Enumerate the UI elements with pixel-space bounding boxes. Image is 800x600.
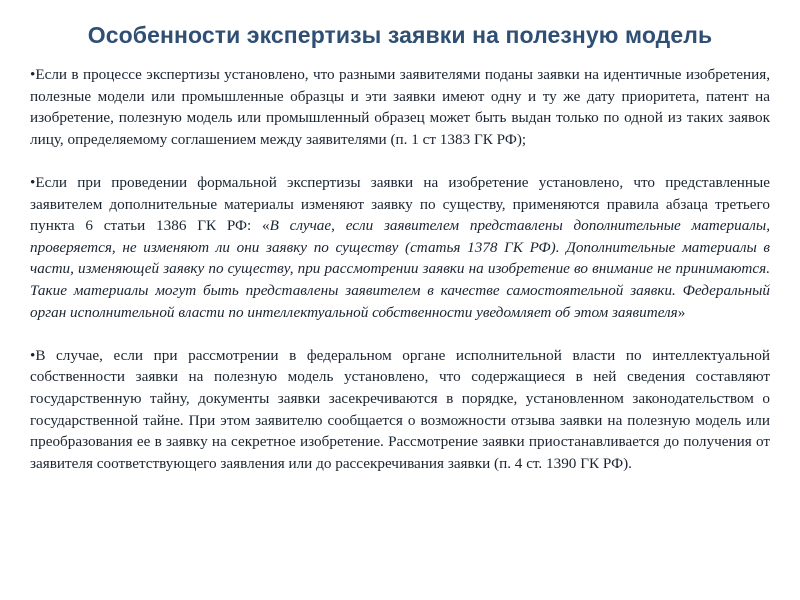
paragraph-identical-applications: •Если в процессе экспертизы установлено, что разными заявителями поданы заявки на идентичные изобретения, полезные модели или промышленные образцы и эти заявки имеют одну и ту же дату приоритета, патент на изобретение, полезную модель или промышленный образец может быть выдан только по одной из таких заявок лицу, определяемому соглашением между заявителями (п. 1 ст 1383 ГК РФ); xyxy=(30,66,770,148)
slide-body xyxy=(30,64,770,496)
paragraph-formal-examination xyxy=(30,172,770,323)
paragraph-formal-examination-quote-close: » xyxy=(677,303,686,321)
paragraph-formal-examination-text: •Если при проведении формальной экспертизы заявки на изобретение установлено, что представленные заявителем дополнительные материалы изменяют заявку по существу, применяются правила абзаца третьего пункта 6 статьи 1386 ГК РФ: « xyxy=(30,173,770,235)
paragraph-formal-examination-quote: В случае, если заявителем представлены дополнительные материалы, проверяется, не изменяют ли они заявку по существу (статья 1378 ГК РФ). Дополнительные материалы в части, изменяющей заявку по существу, при рассмотрении заявки на изобретение во внимание не принимаются. Такие материалы могут быть представлены заявителем в качестве самостоятельной заявки. Федеральный орган исполнительной власти по интеллектуальной собственности уведомляет об этом заявителя xyxy=(30,217,770,321)
paragraph-state-secret: •В случае, если при рассмотрении в федеральном органе исполнительной власти по интеллектуальной собственности заявки на полезную модель установлено, что содержащиеся в ней сведения составляют государственную тайну, документы заявки засекречиваются в порядке, установленном законодательством о государственной тайне. При этом заявителю сообщается о возможности отзыва заявки на полезную модель или преобразования ее в заявку на секретное изобретение. Рассмотрение заявки приостанавливается до получения от заявителя соответствующего заявления или до рассекречивания заявки (п. 4 ст. 1390 ГК РФ). xyxy=(30,346,770,472)
slide-title: Особенности экспертизы заявки на полезную модель xyxy=(87,22,713,48)
